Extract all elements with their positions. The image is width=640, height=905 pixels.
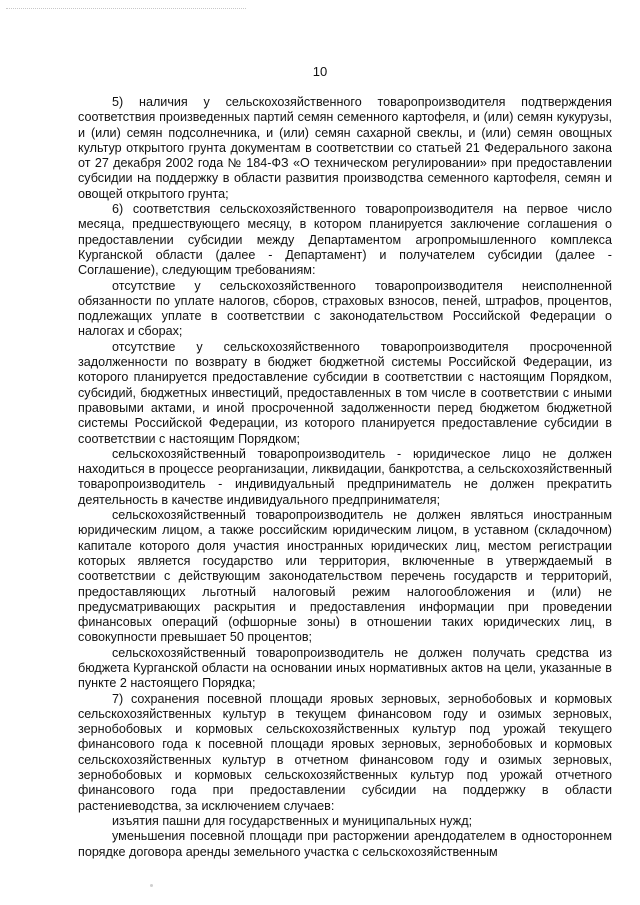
paragraph-exception-seizure: изъятия пашни для государственных и муниципальных нужд; <box>112 813 473 828</box>
paragraph-exception-lease: уменьшения посевной площади при расторжении арендодателем в одностороннем порядке договора аренды земельного участка с сельскохозяйственным <box>78 829 612 859</box>
paragraph-item-7: 7) сохранения посевной площади яровых зерновых, зернобобовых и кормовых сельскохозяйственных культур в текущем финансовом году и озимых зерновых, зернобобовых и кормовых сельскохозяйственных культур под урожай текущего финансового года к посевной площади яровых зерновых, зернобобовых и кормовых сельскохозяйственных культур в отчетном финансовом году и озимых зерновых, зернобобовых и кормовых сельскохозяйственных культур под урожай отчетного финансового года при предоставлении субсидии на поддержку в области растениеводства, за исключением случаев: <box>78 691 612 813</box>
paragraph-requirement-reorganization: сельскохозяйственный товаропроизводитель - юридическое лицо не должен находиться в процессе реорганизации, ликвидации, банкротства, а сельскохозяйственный товаропроизводитель - индивидуальный предприниматель не должен прекратить деятельность в качестве индивидуального предпринимателя; <box>78 446 612 507</box>
paragraph-requirement-foreign-entity: сельскохозяйственный товаропроизводитель не должен являться иностранным юридическим лицом, а также российским юридическим лицом, в уставном (складочном) капитале которого доля участия иностранных юридических лиц, местом регистрации которых является государство или территория, включенные в утверждаемый в соответствии с действующим законодательством перечень государств и территорий, предоставляющих льготный налоговый режим налогообложения и (или) не предусматривающих раскрытия и предоставления информации при проведении финансовых операций (офшорные зоны) в отношении таких юридических лиц, в совокупности превышает 50 процентов; <box>78 508 612 645</box>
scan-artifact <box>6 8 246 11</box>
paragraph-requirement-debt: отсутствие у сельскохозяйственного товаропроизводителя просроченной задолженности по возврату в бюджет бюджетной системы Российской Федерации, из которого планируется предоставление субсидии в соответствии с настоящим Порядком, субсидий, бюджетных инвестиций, предоставленных в том числе в соответствии с иными правовыми актами, и иной просроченной задолженности перед бюджетом бюджетной системы Российской Федерации, из которого планируется предоставление субсидии в соответствии с настоящим Порядком; <box>78 339 612 446</box>
paragraph-requirement-taxes: отсутствие у сельскохозяйственного товаропроизводителя неисполненной обязанности по уплате налогов, сборов, страховых взносов, пеней, штрафов, процентов, подлежащих уплате в соответствии с законодательством Российской Федерации о налогах и сборах; <box>78 278 612 339</box>
paragraph-requirement-other-funds: сельскохозяйственный товаропроизводитель не должен получать средства из бюджета Курганской области на основании иных нормативных актов на цели, указанные в пункте 2 настоящего Порядка; <box>78 645 612 691</box>
document-body <box>78 95 612 860</box>
scan-artifact <box>150 884 153 887</box>
page-number: 10 <box>312 64 328 79</box>
paragraph-item-5: 5) наличия у сельскохозяйственного товаропроизводителя подтверждения соответствия произведенных партий семян семенного картофеля, и (или) семян кукурузы, и (или) семян подсолнечника, и (или) семян сахарной свеклы, и (или) семян овощных культур открытого грунта документам в соответствии со статьей 21 Федерального закона от 27 декабря 2002 года № 184-ФЗ «О техническом регулировании» при предоставлении субсидии на поддержку в области развития производства семенного картофеля, семян и овощей открытого грунта; <box>78 95 612 201</box>
paragraph-item-6: 6) соответствия сельскохозяйственного товаропроизводителя на первое число месяца, предшествующего месяцу, в котором планируется заключение соглашения о предоставлении субсидии между Департаментом агропромышленного комплекса Курганской области (далее - Департамент) и получателем субсидии (далее - Соглашение), следующим требованиям: <box>78 202 612 278</box>
